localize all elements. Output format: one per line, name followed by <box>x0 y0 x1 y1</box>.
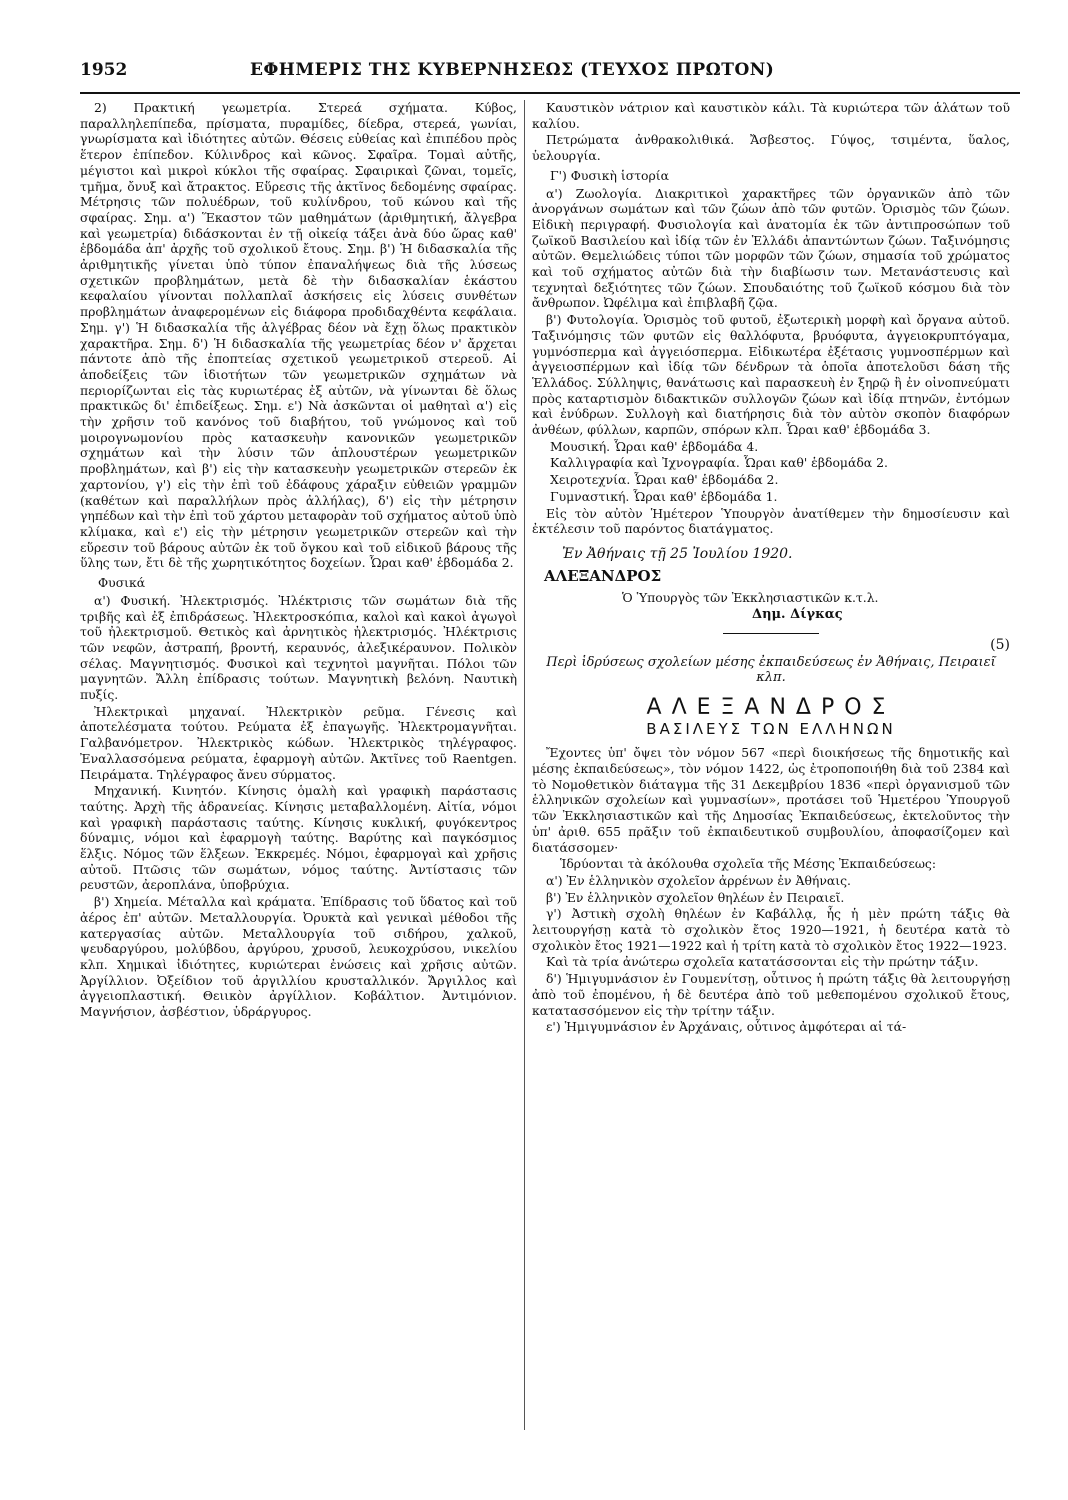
paragraph-mechanics: Μηχανική. Κινητόν. Κίνησις ὁμαλὴ καὶ γραφικὴ παράστασις ταύτης. Ἀρχὴ τῆς ἀδρανείας. Κίνησις μεταβαλλομένη. Αἰτία, νόμοι καὶ γραφικὴ παράστασις ταύτης. Κίνησις κυκλική, φυγόκεντρος δύναμις, νόμοι καὶ ἐφαρμογὴ ταύτης. Βαρύτης καὶ παγκόσμιος ἕλξις. Νόμος τῶν ἕλξεων. Ἐκκρεμές. Νόμοι, ἐφαρμογαὶ καὶ χρῆσις αὐτοῦ. Πτῶσις τῶν σωμάτων, νόμος ταύτης. Ἀντίστασις τῶν ρευστῶν, ἀεροπλάνα, ὑποβρύχια. <box>80 783 517 893</box>
column-divider <box>524 100 525 1430</box>
decree-subject: Περὶ ἱδρύσεως σχολείων μέσης ἐκπαιδεύσεως ἐν Ἀθήναις, Πειραιεῖ κλπ. <box>546 654 996 686</box>
king-signature: ΑΛΕΞΑΝΔΡΟΣ <box>544 566 662 585</box>
paragraph-found: Ἱδρύονται τὰ ἀκόλουθα σχολεῖα τῆς Μέσης Ἐκπαιδεύσεως: <box>560 856 937 872</box>
paragraph-chemistry: β') Χημεία. Μέταλλα καὶ κράματα. Ἐπίδρασις τοῦ ὕδατος καὶ τοῦ ἀέρος ἐπ' αὐτῶν. Μεταλλουργία. Ὀρυκτὰ καὶ γενικαὶ μέθοδοι τῆς κατεργασίας αὐτῶν. Μεταλλουργία τοῦ σιδήρου, χαλκοῦ, ψευδαργύρου, μολύβδου, ἀργύρου, χρυσοῦ, λευκοχρύσου, νικελίου κλπ. Χημικαὶ ἰδιότητες, κυριώτεραι ἐνώσεις καὶ χρῆσις αὐτῶν. Ἀργίλλιον. Ὀξείδιον τοῦ ἀργιλλίου κρυσταλλικόν. Ἄργιλλος καὶ ἀγγειοπλαστική. Θειικὸν ἀργίλλιον. Κοβάλτιον. Ἀντιμόνιον. Μαγνήσιον, ἀσβέστιον, ὑδράργυρος. <box>80 894 517 1020</box>
left-column <box>80 100 517 1021</box>
list-item: β') Ἐν ἑλληνικὸν σχολεῖον θηλέων ἐν Πειραιεῖ. <box>546 889 845 905</box>
decree-number: (5) <box>990 636 1010 653</box>
minister-title: Ὁ Ὑπουργὸς τῶν Ἐκκλησιαστικῶν κ.τ.λ. <box>622 590 879 606</box>
paragraph-rocks: Πετρώματα ἀνθρακολιθικά. Ἄσβεστος. Γύψος, τσιμέντα, ὕαλος, ὑελουργία. <box>532 132 1010 164</box>
paragraph-preamble: Ἔχοντες ὑπ' ὄψει τὸν νόμον 567 «περὶ διοικήσεως τῆς δημοτικῆς καὶ μέσης ἐκπαιδεύσεως», τὸν νόμον 1422, ὡς ἐτροποποιήθη διὰ τοῦ 2384 καὶ τὸ Νομοθετικὸν διάταγμα τῆς 31 Δεκεμβρίου 1836 «περὶ ὀργανισμοῦ τῶν ἑλληνικῶν σχολείων καὶ γυμνασίων», προτάσει τοῦ Ἡμετέρου Ὑπουργοῦ τῶν Ἐκκλησιαστικῶν καὶ τῆς Δημοσίας Ἐκπαιδεύσεως, ἐκτελοῦντος τὴν ὑπ' ἀριθ. 655 πρᾶξιν τοῦ ἐκπαιδευτικοῦ συμβουλίου, ἀποφασίζομεν καὶ διατάσσομεν· <box>532 745 1010 855</box>
paragraph-physics: α') Φυσική. Ἠλεκτρισμός. Ἠλέκτρισις τῶν σωμάτων διὰ τῆς τριβῆς καὶ ἐξ ἐπιδράσεως. Ἠλεκτροσκόπια, καλοὶ καὶ κακοὶ ἀγωγοὶ τοῦ ἠλεκτρισμοῦ. Θετικὸς καὶ ἀρνητικὸς ἠλεκτρισμός. Ἠλέκτρισις τῶν νεφῶν, ἀστραπή, βροντή, κεραυνός, ἀλεξικέραυνον. Πολικὸν σέλας. Μαγνητισμός. Φυσικοὶ καὶ τεχνητοὶ μαγνῆται. Πόλοι τῶν μαγνητῶν. Ἄλλη ἐπίδρασις τούτων. Μαγνητικὴ βελόνη. Ναυτικὴ πυξίς. <box>80 592 517 703</box>
list-item: α') Ἐν ἑλληνικὸν σχολεῖον ἀρρένων ἐν Ἀθήναις. <box>546 872 851 888</box>
paragraph-zoology: α') Ζωολογία. Διακριτικοὶ χαρακτῆρες τῶν ὀργανικῶν ἀπὸ τῶν ἀνοργάνων σωμάτων καὶ τῶν ζώων ἀπὸ τῶν φυτῶν. Ὁρισμὸς τῶν ζώων. Εἰδικὴ περιγραφή. Φυσιολογία καὶ ἀνατομία ἐκ τῶν ἀντιπροσώπων τοῦ ζωϊκοῦ Βασιλείου καὶ ἰδίᾳ τῶν ἐν Ἑλλάδι ἀπαντώντων ζώων. Ταξινόμησις αὐτῶν. Θεμελιώδεις τύποι τῶν μορφῶν τῶν ζώων, σημασία τοῦ χρώματος καὶ τοῦ σχήματος αὐτῶν διὰ τὴν διαβίωσιν των. Μετανάστευσις καὶ τεχνηταὶ δεξιότητες τῶν ζώων. Σπουδαιότης τοῦ ζωϊκοῦ κόσμου διὰ τὸν ἄνθρωπον. Ὠφέλιμα καὶ ἐπιβλαβῆ ζῷα. <box>532 185 1010 311</box>
paragraph-geometry: 2) Πρακτική γεωμετρία. Στερεά σχήματα. Κύβος, παραλληλεπίπεδα, πρίσματα, πυραμίδες, δίεδρα, στερεά, γωνίαι, γνωρίσματα καὶ ἰδιότητες αὐτῶν. Θέσεις εὐθείας καὶ ἐπιπέδου πρὸς ἕτερον ἐπίπεδον. Κύλινδρος καὶ κῶνος. Σφαῖρα. Τομαὶ αὐτῆς, μέγιστοι καὶ μικροὶ κύκλοι τῆς σφαίρας. Σφαιρικαὶ ζῶναι, τομεῖς, τμῆμα, ὄνυξ καὶ ἄτρακτος. Εὕρεσις τῆς ἀκτῖνος δεδομένης σφαίρας. Μέτρησις τῶν πολυέδρων, τοῦ κυλίνδρου, τοῦ κώνου καὶ τῆς σφαίρας. Σημ. α') Ἕκαστον τῶν μαθημάτων (ἀριθμητική, ἄλγεβρα καὶ γεωμετρία) διδάσκονται ἐν τῇ οἰκείᾳ τάξει ἀνὰ δύο ὥρας καθ' ἑβδομάδα ἀπ' ἀρχῆς τοῦ σχολικοῦ ἔτους. Σημ. β') Ἡ διδασκαλία τῆς ἀριθμητικῆς γίνεται ὑπὸ τύπον ἐπαναλήψεως διὰ τῆς λύσεως σχετικῶν προβλημάτων, μετὰ δὲ τὴν διδασκαλίαν ἑκάστου κεφαλαίου γίνονται πολλαπλαῖ ἀσκήσεις εἰς λύσεις συνθέτων προβλημάτων ἀναφερομένων εἰς διάφορα προδιδαχθέντα κεφάλαια. Σημ. γ') Ἡ διδασκαλία τῆς ἀλγέβρας δέον νὰ ἔχῃ ὅλως πρακτικὸν χαρακτῆρα. Σημ. δ') Ἡ διδασκαλία τῆς γεωμετρίας δέον ν' ἄρχεται πάντοτε ἀπὸ τῆς ἐποπτείας σχετικοῦ γεωμετρικοῦ στερεοῦ. Αἱ ἀποδείξεις τῶν ἰδιοτήτων τῶν γεωμετρικῶν σχημάτων νὰ περιορίζωνται εἰς τὰς κυριωτέρας ἐξ αὐτῶν, νὰ γίνωνται δὲ ὅλως πρακτικῶς δι' ἐπιδείξεως. Σημ. ε') Νὰ ἀσκῶνται οἱ μαθηταὶ α') εἰς τὴν χρῆσιν τοῦ κανόνος τοῦ διαβήτου, τοῦ γνώμονος καὶ τοῦ μοιρογνωμονίου πρὸς κατασκευὴν κανονικῶν γεωμετρικῶν σχημάτων καὶ τὴν λύσιν τῶν ἁπλουστέρων γεωμετρικῶν προβλημάτων, καὶ β') εἰς τὴν κατασκευὴν γεωμετρικῶν στερεῶν ἐκ χαρτονίου, γ') εἰς τὴν ἐπὶ τοῦ ἐδάφους χάραξιν εὐθειῶν γραμμῶν (καθέτων καὶ παραλλήλων πρὸς ἀλλήλας), δ') εἰς τὴν μέτρησιν γηπέδων καὶ τὴν ἐπὶ τοῦ χάρτου μεταφορὰν τοῦ σχήματος αὐτοῦ ὑπὸ κλίμακα, καὶ ε') εἰς τὴν μέτρησιν γεωμετρικῶν στερεῶν καὶ τὴν εὕρεσιν τοῦ βάρους αὐτῶν ἐκ τοῦ ὄγκου καὶ τοῦ εἰδικοῦ βάρους τῆς ὕλης των, ἔτι δὲ τῆς χωρητικότητος δοχείων. Ὧραι καθ' ἑβδομάδα 2. <box>80 100 517 571</box>
schedule-item: Μουσική. Ὧραι καθ' ἑβδομάδα 4. <box>550 438 759 454</box>
list-item: δ') Ἡμιγυμνάσιον ἐν Γουμενίτσῃ, οὗτινος ἡ πρώτη τάξις θὰ λειτουργήσῃ ἀπὸ τοῦ ἐπομένου, ἡ δὲ δευτέρα ἀπὸ τοῦ μεθεπομένου σχολικοῦ ἔτους, κατατασσόμενον εἰς τὴν τρίτην τάξιν. <box>532 971 1010 1018</box>
paragraph-alkali: Καυστικὸν νάτριον καὶ καυστικὸν κάλι. Τὰ κυριώτερα τῶν ἁλάτων τοῦ καλίου. <box>532 100 1010 131</box>
decree-king-title: ΒΑΣΙΛΕΥΣ ΤΩΝ ΕΛΛΗΝΩΝ <box>646 719 896 738</box>
heading-physics: Φυσικά <box>98 575 146 591</box>
page-header <box>80 58 1020 94</box>
signature-date: Ἐν Ἀθήναις τῇ 25 Ἰουλίου 1920. <box>562 545 793 562</box>
section-divider <box>723 633 819 634</box>
paragraph-electric-machines: Ἠλεκτρικαὶ μηχαναί. Ἠλεκτρικὸν ρεῦμα. Γένεσις καὶ ἀποτελέσματα τούτου. Ρεύματα ἐξ ἐπαγωγῆς. Ἠλεκτρομαγνῆται. Γαλβανόμετρον. Ἠλεκτρικὸς κώδων. Ἠλεκτρικὸς τηλέγραφος. Ἐναλλασσόμενα ρεύματα, ἐφαρμογὴ αὐτῶν. Ἀκτῖνες τοῦ Raentgen. Πειράματα. Τηλέγραφος ἄνευ σύρματος. <box>80 703 517 782</box>
minister-name: Δημ. Δίγκας <box>752 607 843 623</box>
running-title: ΕΦΗΜΕΡΙΣ ΤΗΣ ΚΥΒΕΡΝΗΣΕΩΣ (ΤΕΥΧΟΣ ΠΡΩΤΟΝ) <box>250 60 775 80</box>
schedule-item: Καλλιγραφία καὶ Ἰχνογραφία. Ὧραι καθ' ἑβδομάδα 2. <box>550 455 888 471</box>
paragraph-three-schools: Καὶ τὰ τρία ἀνώτερω σχολεῖα κατατάσσονται εἰς τὴν πρώτην τάξιν. <box>546 954 979 970</box>
decree-king-heading: ΑΛΕΞΑΝΔΡΟΣ <box>646 694 896 720</box>
schedule-item: Γυμναστική. Ὧραι καθ' ἑβδομάδα 1. <box>550 488 778 504</box>
paragraph-minister-order: Εἰς τὸν αὐτὸν Ἡμέτερον Ὑπουργὸν ἀνατίθεμεν τὴν δημοσίευσιν καὶ ἐκτέλεσιν τοῦ παρόντος διατάγματος. <box>532 505 1010 537</box>
paragraph-botany: β') Φυτολογία. Ὁρισμὸς τοῦ φυτοῦ, ἐξωτερικὴ μορφὴ καὶ ὄργανα αὐτοῦ. Ταξινόμησις τῶν φυτῶν εἰς θαλλόφυτα, βρυόφυτα, ἀγγειοκρυπτόγαμα, γυμνόσπερμα καὶ ἀγγειόσπερμα. Εἰδικωτέρα ἐξέτασις γυμνοσπέρμων καὶ ἀγγειοσπέρμων καὶ ἰδίᾳ τῶν δένδρων τὰ ὁποῖα ἀποτελοῦσι δάση τῆς Ἑλλάδος. Σύλληψις, θανάτωσις καὶ παρασκευὴ ἐν ξηρῷ ἢ ἐν οἰνοπνεύματι πρὸς καταρτισμὸν διδακτικῶν συλλογῶν ζώων καὶ ἰδίᾳ πτηνῶν, ἐντόμων καὶ ἐνύδρων. Συλλογὴ καὶ διατήρησις διὰ τὸν αὐτὸν σκοπὸν διαφόρων ἀνθέων, φύλλων, καρπῶν, σπόρων κλπ. Ὧραι καθ' ἑβδομάδα 3. <box>532 312 1010 438</box>
list-item: γ') Ἀστικὴ σχολὴ θηλέων ἐν Καβάλλᾳ, ἧς ἡ μὲν πρώτη τάξις θὰ λειτουργήσῃ κατὰ τὸ σχολικὸν ἔτος 1920—1921, ἡ δευτέρα κατὰ τὸ σχολικὸν ἔτος 1921—1922 καὶ ἡ τρίτη κατὰ τὸ σχολικὸν ἔτος 1922—1923. <box>532 906 1010 953</box>
page-number: 1952 <box>80 60 128 80</box>
heading-natural-history: Γ') Φυσικὴ ἱστορία <box>550 167 670 183</box>
schedule-item: Χειροτεχνία. Ὧραι καθ' ἑβδομάδα 2. <box>550 472 779 488</box>
list-item: ε') Ἡμιγυμνάσιον ἐν Ἀρχάναις, οὗτινος ἀμφότεραι αἱ τά- <box>546 1019 907 1035</box>
right-column <box>532 100 1010 1036</box>
